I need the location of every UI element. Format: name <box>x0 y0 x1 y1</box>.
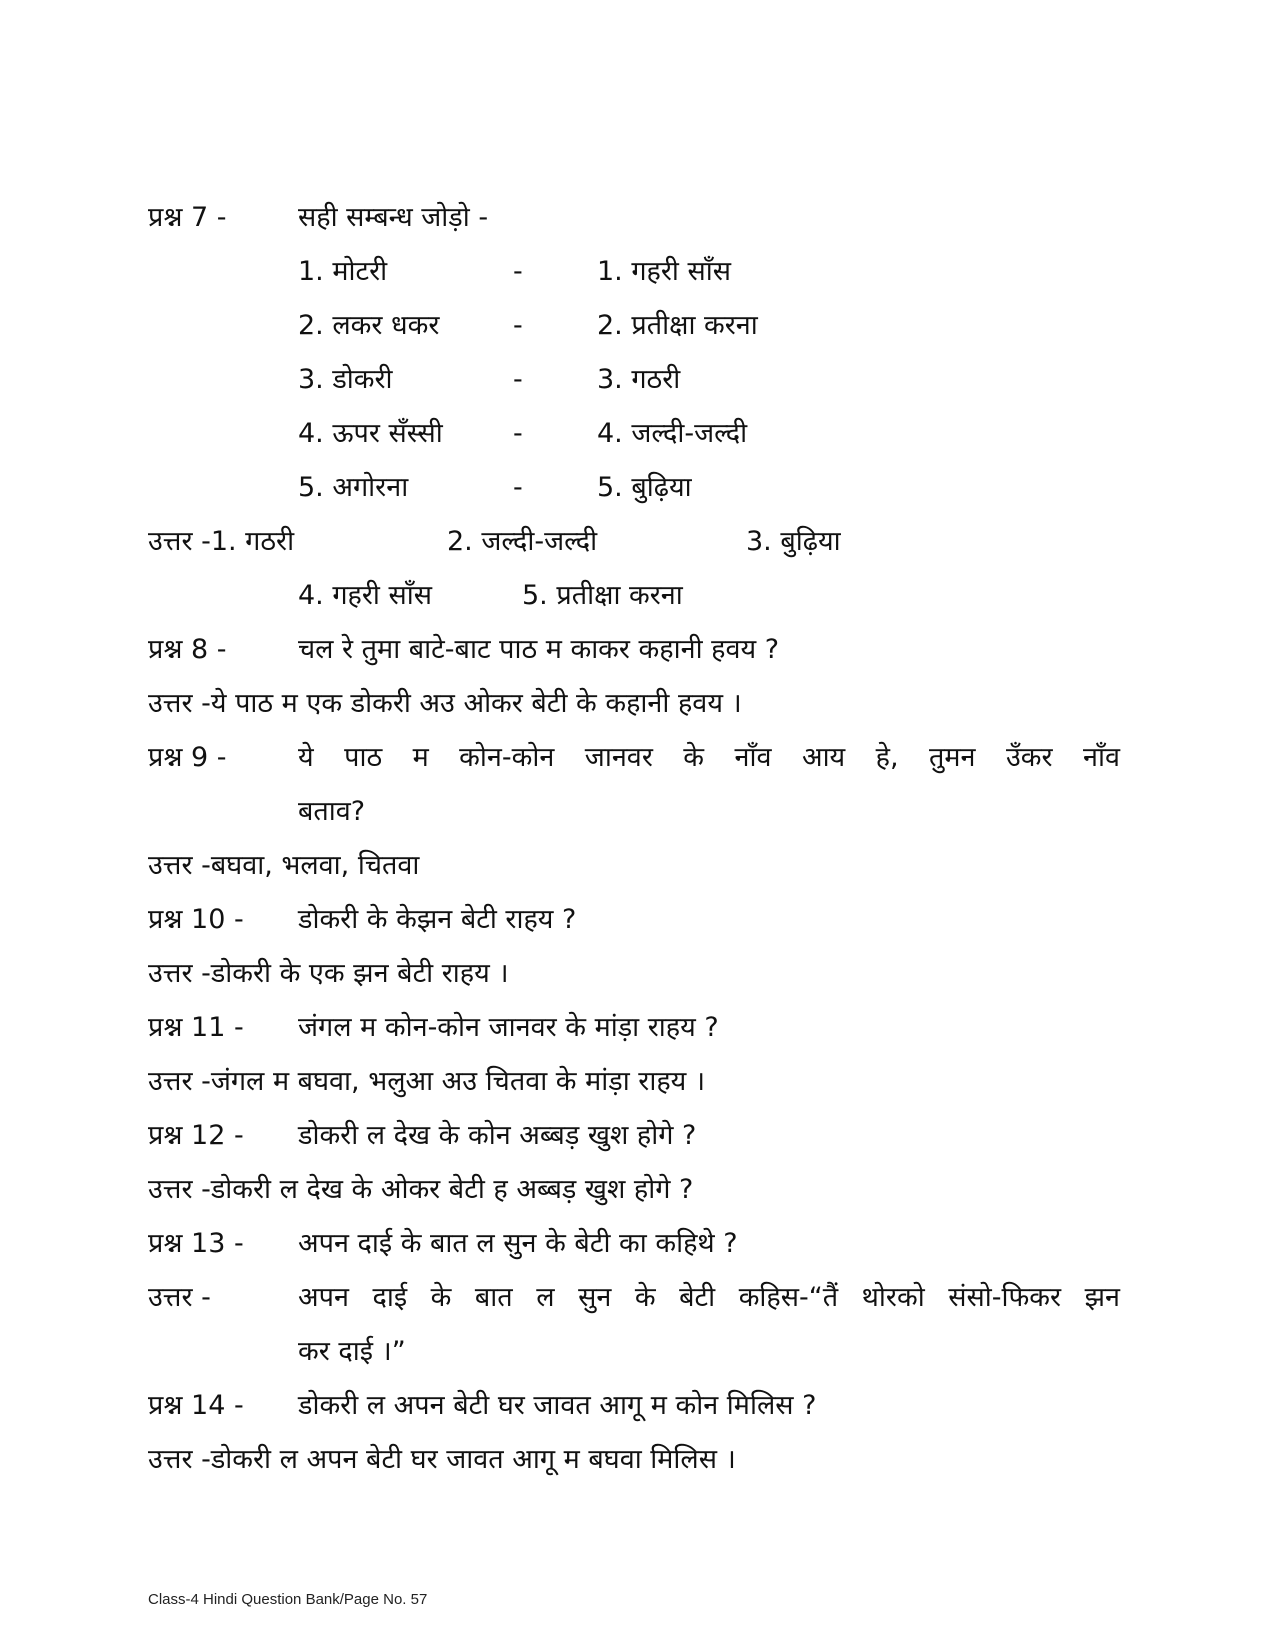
question-text: डोकरी के केझन बेटी राहय ? <box>298 904 577 935</box>
match-dash: - <box>513 364 523 395</box>
answer-text: उत्तर -डोकरी ल देख के ओकर बेटी ह अब्बड़ खुश होगे ? <box>148 1174 694 1205</box>
question-text: अपन दाई के बात ल सुन के बेटी का कहिथे ? <box>298 1228 738 1259</box>
question-label: प्रश्न 11 - <box>148 1012 244 1043</box>
match-dash: - <box>513 472 523 503</box>
answer-text: 5. प्रतीक्षा करना <box>522 580 683 611</box>
page-footer: Class-4 Hindi Question Bank/Page No. 57 <box>148 1591 428 1608</box>
question-label: प्रश्न 7 - <box>148 202 227 233</box>
question-label: प्रश्न 13 - <box>148 1228 244 1259</box>
match-right: 4. जल्दी-जल्दी <box>597 418 748 449</box>
question-text: सही सम्बन्ध जोड़ो - <box>298 202 489 233</box>
answer-text: 3. बुढ़िया <box>746 526 841 557</box>
match-right: 5. बुढ़िया <box>597 472 692 503</box>
answer-text: उत्तर -डोकरी ल अपन बेटी घर जावत आगू म बघवा मिलिस । <box>148 1444 736 1475</box>
match-right: 1. गहरी साँस <box>597 256 731 287</box>
answer-text: उत्तर -ये पाठ म एक डोकरी अउ ओकर बेटी के कहानी हवय । <box>148 688 742 719</box>
answer-text: 2. जल्दी-जल्दी <box>447 526 598 557</box>
question-label: प्रश्न 10 - <box>148 904 244 935</box>
match-left: 5. अगोरना <box>298 472 409 503</box>
question-label: प्रश्न 14 - <box>148 1390 244 1421</box>
answer-text: उत्तर -1. गठरी <box>148 526 295 557</box>
match-left: 1. मोटरी <box>298 256 388 287</box>
answer-text: कर दाई ।” <box>298 1336 406 1367</box>
match-right: 3. गठरी <box>597 364 681 395</box>
question-text: चल रे तुमा बाटे-बाट पाठ म काकर कहानी हवय ? <box>298 634 780 665</box>
question-text: डोकरी ल देख के कोन अब्बड़ खुश होगे ? <box>298 1120 697 1151</box>
question-text: ये पाठ म कोन-कोन जानवर के नाँव आय हे, तुमन उँकर नाँव <box>298 742 1120 773</box>
question-text: डोकरी ल अपन बेटी घर जावत आगू म कोन मिलिस ? <box>298 1390 817 1421</box>
answer-text: 4. गहरी साँस <box>298 580 432 611</box>
question-label: प्रश्न 12 - <box>148 1120 244 1151</box>
answer-text: उत्तर -डोकरी के एक झन बेटी राहय । <box>148 958 509 989</box>
answer-text: अपन दाई के बात ल सुन के बेटी कहिस-“तैं थोरको संसो-फिकर झन <box>298 1282 1120 1313</box>
match-left: 4. ऊपर सँस्सी <box>298 418 443 449</box>
match-left: 2. लकर धकर <box>298 310 440 341</box>
match-dash: - <box>513 310 523 341</box>
question-label: प्रश्न 9 - <box>148 742 227 773</box>
question-text: बताव? <box>298 796 366 827</box>
match-right: 2. प्रतीक्षा करना <box>597 310 758 341</box>
question-label: प्रश्न 8 - <box>148 634 227 665</box>
match-dash: - <box>513 418 523 449</box>
match-left: 3. डोकरी <box>298 364 393 395</box>
match-dash: - <box>513 256 523 287</box>
answer-text: उत्तर -जंगल म बघवा, भलुआ अउ चितवा के मांड़ा राहय । <box>148 1066 706 1097</box>
question-text: जंगल म कोन-कोन जानवर के मांड़ा राहय ? <box>298 1012 719 1043</box>
answer-label: उत्तर - <box>148 1282 211 1313</box>
answer-text: उत्तर -बघवा, भलवा, चितवा <box>148 850 420 881</box>
